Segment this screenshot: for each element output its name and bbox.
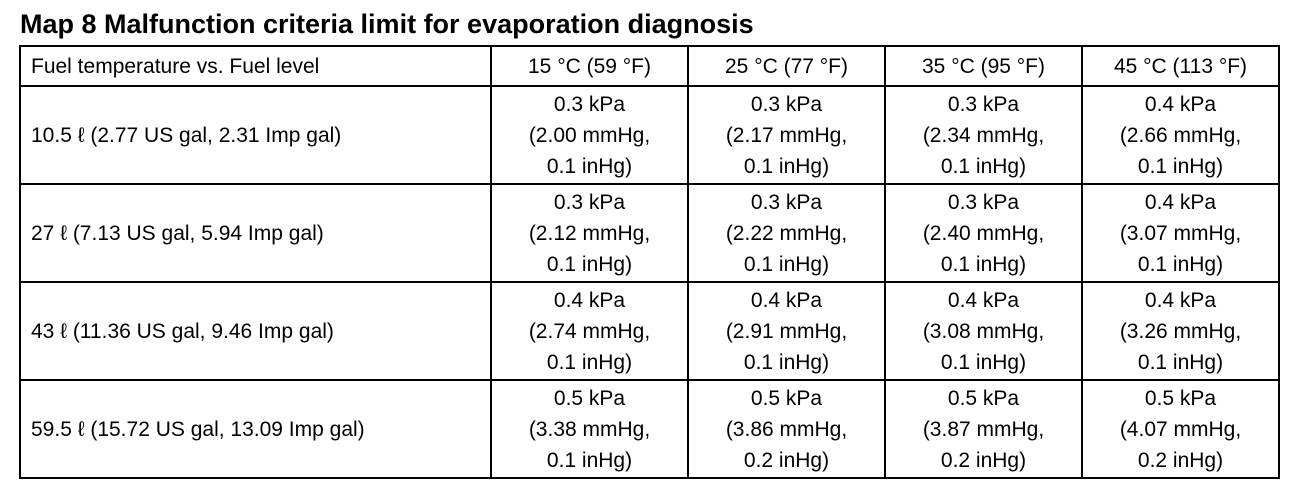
pressure-mmhg: (2.22 mmHg, [725, 221, 848, 245]
pressure-kpa: 0.3 kPa [750, 190, 823, 214]
pressure-inhg: 0.1 inHg) [940, 252, 1027, 276]
column-header-35c: 35 °C (95 °F) [885, 46, 1082, 86]
pressure-kpa: 0.3 kPa [750, 92, 823, 116]
criteria-value-cell [885, 184, 1082, 282]
fuel-level-cell: 59.5 ℓ (15.72 US gal, 13.09 Imp gal) [20, 380, 491, 478]
criteria-value-cell [1082, 86, 1279, 184]
pressure-kpa: 0.4 kPa [1144, 92, 1217, 116]
pressure-inhg: 0.1 inHg) [546, 252, 633, 276]
pressure-mmhg: (2.17 mmHg, [725, 123, 848, 147]
pressure-mmhg: (2.74 mmHg, [528, 319, 651, 343]
criteria-value-cell [885, 86, 1082, 184]
pressure-inhg: 0.1 inHg) [546, 350, 633, 374]
fuel-level-cell: 43 ℓ (11.36 US gal, 9.46 Imp gal) [20, 282, 491, 380]
pressure-mmhg: (3.86 mmHg, [725, 417, 848, 441]
criteria-value-cell [491, 380, 688, 478]
pressure-inhg: 0.1 inHg) [743, 252, 830, 276]
criteria-value-cell [491, 184, 688, 282]
criteria-value-cell [688, 184, 885, 282]
corner-header: Fuel temperature vs. Fuel level [20, 46, 491, 86]
pressure-kpa: 0.5 kPa [1144, 386, 1217, 410]
pressure-inhg: 0.2 inHg) [1137, 448, 1224, 472]
pressure-mmhg: (2.91 mmHg, [725, 319, 848, 343]
pressure-kpa: 0.5 kPa [750, 386, 823, 410]
criteria-value-cell [688, 86, 885, 184]
pressure-inhg: 0.1 inHg) [1137, 154, 1224, 178]
criteria-value-cell [1082, 282, 1279, 380]
pressure-kpa: 0.5 kPa [553, 386, 626, 410]
pressure-mmhg: (2.40 mmHg, [922, 221, 1045, 245]
pressure-mmhg: (3.87 mmHg, [922, 417, 1045, 441]
pressure-mmhg: (3.08 mmHg, [922, 319, 1045, 343]
pressure-inhg: 0.1 inHg) [743, 154, 830, 178]
pressure-mmhg: (2.12 mmHg, [528, 221, 651, 245]
pressure-mmhg: (2.00 mmHg, [528, 123, 651, 147]
criteria-value-cell [688, 282, 885, 380]
fuel-level-cell: 10.5 ℓ (2.77 US gal, 2.31 Imp gal) [20, 86, 491, 184]
pressure-inhg: 0.2 inHg) [940, 448, 1027, 472]
criteria-value-cell [1082, 380, 1279, 478]
pressure-inhg: 0.1 inHg) [1137, 350, 1224, 374]
pressure-mmhg: (4.07 mmHg, [1119, 417, 1242, 441]
pressure-mmhg: (2.66 mmHg, [1119, 123, 1242, 147]
column-header-25c: 25 °C (77 °F) [688, 46, 885, 86]
pressure-inhg: 0.1 inHg) [546, 448, 633, 472]
table-body [20, 86, 1279, 478]
pressure-inhg: 0.1 inHg) [940, 350, 1027, 374]
pressure-kpa: 0.3 kPa [553, 92, 626, 116]
table-row [20, 380, 1279, 478]
page-title: Map 8 Malfunction criteria limit for evaporation diagnosis [20, 9, 754, 39]
criteria-value-cell [1082, 184, 1279, 282]
column-header-15c: 15 °C (59 °F) [491, 46, 688, 86]
fuel-level-cell: 27 ℓ (7.13 US gal, 5.94 Imp gal) [20, 184, 491, 282]
pressure-kpa: 0.4 kPa [1144, 288, 1217, 312]
pressure-inhg: 0.2 inHg) [743, 448, 830, 472]
header-row [20, 46, 1279, 86]
pressure-kpa: 0.3 kPa [947, 92, 1020, 116]
pressure-mmhg: (2.34 mmHg, [922, 123, 1045, 147]
pressure-mmhg: (3.38 mmHg, [528, 417, 651, 441]
criteria-value-cell [688, 380, 885, 478]
criteria-value-cell [491, 282, 688, 380]
criteria-value-cell [491, 86, 688, 184]
pressure-inhg: 0.1 inHg) [1137, 252, 1224, 276]
criteria-value-cell [885, 380, 1082, 478]
pressure-kpa: 0.4 kPa [553, 288, 626, 312]
pressure-inhg: 0.1 inHg) [546, 154, 633, 178]
pressure-kpa: 0.3 kPa [947, 190, 1020, 214]
table-row [20, 282, 1279, 380]
pressure-kpa: 0.5 kPa [947, 386, 1020, 410]
pressure-inhg: 0.1 inHg) [940, 154, 1027, 178]
criteria-value-cell [885, 282, 1082, 380]
pressure-inhg: 0.1 inHg) [743, 350, 830, 374]
pressure-kpa: 0.3 kPa [553, 190, 626, 214]
pressure-kpa: 0.4 kPa [947, 288, 1020, 312]
pressure-mmhg: (3.07 mmHg, [1119, 221, 1242, 245]
pressure-kpa: 0.4 kPa [1144, 190, 1217, 214]
pressure-mmhg: (3.26 mmHg, [1119, 319, 1242, 343]
table-row [20, 86, 1279, 184]
criteria-table [19, 45, 1280, 479]
column-header-45c: 45 °C (113 °F) [1082, 46, 1279, 86]
pressure-kpa: 0.4 kPa [750, 288, 823, 312]
table-row [20, 184, 1279, 282]
